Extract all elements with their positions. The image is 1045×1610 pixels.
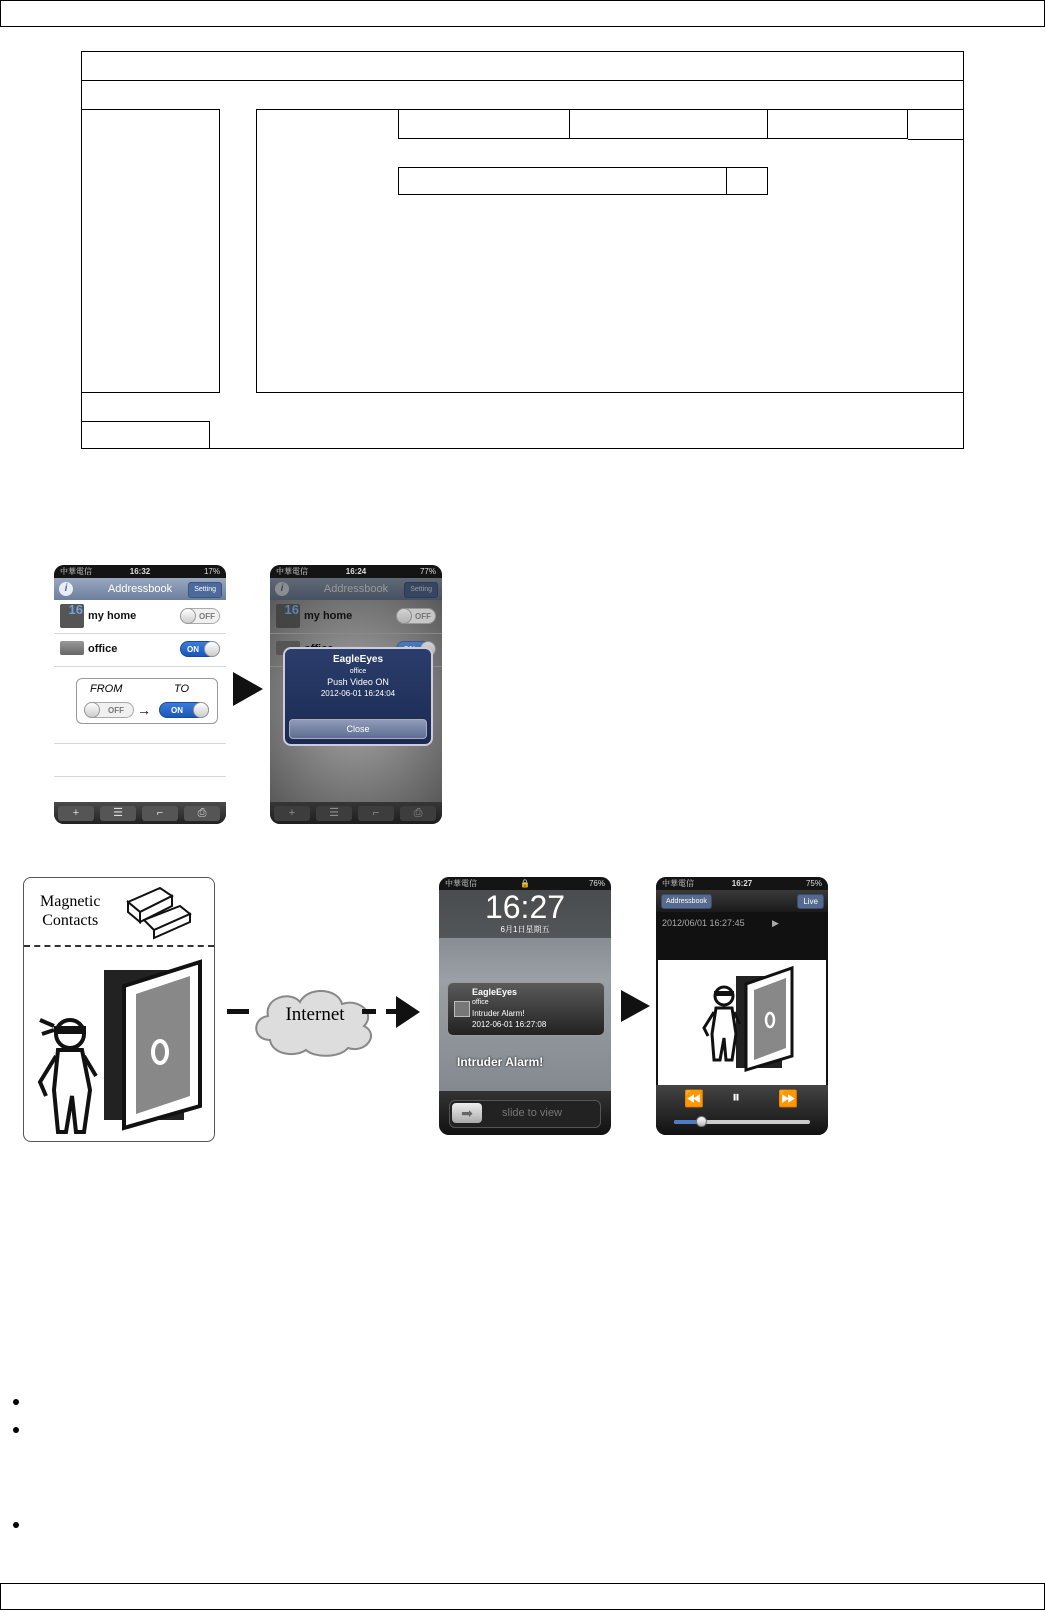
notification-device: office xyxy=(472,999,489,1006)
row-label: my home xyxy=(304,610,353,622)
lock-date: 6月1日星期五 xyxy=(500,925,550,934)
playback-controls xyxy=(656,1085,828,1135)
print-icon: ⎙ xyxy=(400,806,436,821)
arrow-head-icon xyxy=(396,996,420,1028)
alert-dialog xyxy=(283,647,433,746)
table-right-cell xyxy=(256,109,964,393)
add-icon[interactable]: + xyxy=(58,806,94,821)
table-footer-cell xyxy=(81,421,210,449)
nav-bar xyxy=(270,578,442,600)
notification-timestamp: 2012-06-01 16:27:08 xyxy=(472,1020,547,1029)
slide-to-view-label: slide to view xyxy=(502,1107,562,1119)
push-alert-screen xyxy=(270,565,442,824)
callout-on-toggle xyxy=(159,702,209,718)
status-bar xyxy=(54,565,226,578)
list-area xyxy=(54,600,226,802)
callout-to-label: TO xyxy=(174,683,190,695)
lock-clock-panel xyxy=(439,890,611,938)
toggle-knob xyxy=(84,702,100,718)
list-item-empty xyxy=(54,743,226,777)
slide-arrow-icon[interactable]: ➡ xyxy=(452,1103,482,1123)
bullet-dot xyxy=(13,1522,19,1528)
table-input-box xyxy=(398,167,768,195)
list-item-my-home xyxy=(270,600,442,634)
internet-label: Internet xyxy=(285,1004,345,1025)
live-button[interactable]: Live xyxy=(797,894,824,909)
lock-screen xyxy=(439,877,611,1135)
toggle-text: ON xyxy=(171,706,183,715)
toggle-callout xyxy=(76,678,218,724)
nav-title: Addressbook xyxy=(107,583,173,595)
battery-label: 76% xyxy=(588,879,605,888)
clock-label: 16:24 xyxy=(345,567,367,576)
toggle-text: ON xyxy=(187,645,199,654)
alert-device: office xyxy=(349,668,367,675)
list-icon[interactable]: ☰ xyxy=(100,806,136,821)
connector-dash-right-1 xyxy=(362,1009,376,1014)
push-toggle-my-home[interactable] xyxy=(180,608,220,624)
list-item-my-home[interactable] xyxy=(54,600,226,634)
eagleeyes-app-icon xyxy=(454,1001,470,1017)
playback-screen xyxy=(656,877,828,1135)
carrier-label: 中華電信 xyxy=(276,567,308,576)
status-bar xyxy=(270,565,442,578)
slide-track[interactable] xyxy=(449,1100,601,1128)
lock-icon: 🔒 xyxy=(520,879,530,888)
push-toggle-my-home xyxy=(396,608,436,624)
toggle-knob xyxy=(193,702,209,718)
table-input-divider xyxy=(726,167,727,195)
progress-track[interactable] xyxy=(674,1120,810,1124)
connector-dash-left xyxy=(227,1009,249,1014)
list-area-dimmed xyxy=(270,600,442,802)
lock-alarm-message: Intruder Alarm! xyxy=(457,1055,544,1069)
info-icon[interactable]: i xyxy=(59,582,73,596)
toggle-text: OFF xyxy=(108,706,124,715)
sensor-label-line2: Contacts xyxy=(42,912,99,929)
push-toggle-office[interactable] xyxy=(180,641,220,657)
callout-off-toggle xyxy=(84,702,134,718)
sensor-label xyxy=(40,892,100,930)
carrier-label: 中華電信 xyxy=(445,879,477,888)
toggle-knob xyxy=(204,641,220,657)
clock-label: 16:27 xyxy=(731,879,753,888)
rewind-icon[interactable]: ⏪ xyxy=(684,1091,704,1108)
add-icon: + xyxy=(274,806,310,821)
print-icon[interactable]: ⎙ xyxy=(184,806,220,821)
play-small-icon: ▶ xyxy=(772,918,779,928)
playback-time-row xyxy=(656,913,828,933)
alert-timestamp: 2012-06-01 16:24:04 xyxy=(320,689,396,698)
battery-label: 77% xyxy=(419,567,436,576)
back-button[interactable]: Addressbook xyxy=(661,894,712,909)
alert-close-button[interactable]: Close xyxy=(289,719,427,739)
setting-button: Setting xyxy=(404,582,438,598)
chart-icon[interactable]: ⌐ xyxy=(142,806,178,821)
table-header-row xyxy=(398,109,908,139)
row-label: my home xyxy=(88,610,137,622)
bullet-dot xyxy=(13,1399,19,1405)
playback-nav-bar xyxy=(656,890,828,912)
notification-app: EagleEyes xyxy=(472,987,518,997)
slide-bar xyxy=(439,1091,611,1135)
nav-title: Addressbook xyxy=(323,583,389,595)
battery-label: 17% xyxy=(203,567,220,576)
battery-label: 75% xyxy=(805,879,822,888)
channel-badge: 16 xyxy=(68,602,83,617)
page-footer-box xyxy=(0,1583,1045,1610)
toggle-knob xyxy=(396,608,412,624)
camera-icon xyxy=(60,641,84,655)
magnetic-contacts-panel xyxy=(23,877,215,1142)
channel-badge: 16 xyxy=(284,602,299,617)
list-icon: ☰ xyxy=(316,806,352,821)
setting-button[interactable]: Setting xyxy=(188,582,222,598)
toggle-text: OFF xyxy=(415,612,431,621)
info-icon: i xyxy=(275,582,289,596)
dvr-icon xyxy=(60,604,84,628)
connector-dash-right-2 xyxy=(386,1009,396,1014)
pause-icon[interactable]: ⏸ xyxy=(732,1089,741,1106)
play-arrow-icon xyxy=(233,672,263,706)
notification-banner[interactable] xyxy=(447,982,605,1036)
clock-label: 16:32 xyxy=(129,567,151,576)
addressbook-screen xyxy=(54,565,226,824)
sensor-label-line1: Magnetic xyxy=(40,893,101,910)
dvr-icon xyxy=(276,604,300,628)
alert-message: Push Video ON xyxy=(327,677,389,687)
arrow-right-icon: → xyxy=(137,702,151,718)
magnetic-sensor-icon xyxy=(124,884,194,940)
row-label: office xyxy=(88,643,118,655)
video-frame xyxy=(658,960,826,1085)
playback-timestamp: 2012/06/01 16:27:45 xyxy=(662,918,745,928)
carrier-label: 中華電信 xyxy=(60,567,92,576)
table-header-divider-1 xyxy=(569,109,570,139)
fast-forward-icon[interactable]: ⏩ xyxy=(778,1091,798,1108)
page-header-box xyxy=(0,0,1045,27)
bullet-dot xyxy=(13,1427,19,1433)
table-header-divider-2 xyxy=(767,109,768,139)
tab-bar xyxy=(270,802,442,824)
toggle-text: OFF xyxy=(199,612,215,621)
toggle-knob xyxy=(180,608,196,624)
list-item-office[interactable] xyxy=(54,633,226,667)
intruder-video-illustration xyxy=(658,960,826,1085)
dashed-divider xyxy=(24,945,214,947)
alert-title: EagleEyes xyxy=(332,654,384,665)
chart-icon: ⌐ xyxy=(358,806,394,821)
table-title-divider xyxy=(81,80,964,81)
table-left-cell xyxy=(81,109,220,393)
callout-from-label: FROM xyxy=(90,683,123,695)
progress-knob[interactable] xyxy=(696,1116,707,1127)
play-arrow-icon xyxy=(621,990,650,1022)
lock-clock: 16:27 xyxy=(484,889,566,925)
intruder-door-illustration xyxy=(32,956,212,1136)
table-header-right-divider xyxy=(908,139,964,140)
nav-bar xyxy=(54,578,226,600)
status-bar xyxy=(656,877,828,890)
carrier-label: 中華電信 xyxy=(662,879,694,888)
notification-message: Intruder Alarm! xyxy=(472,1009,525,1018)
tab-bar xyxy=(54,802,226,824)
